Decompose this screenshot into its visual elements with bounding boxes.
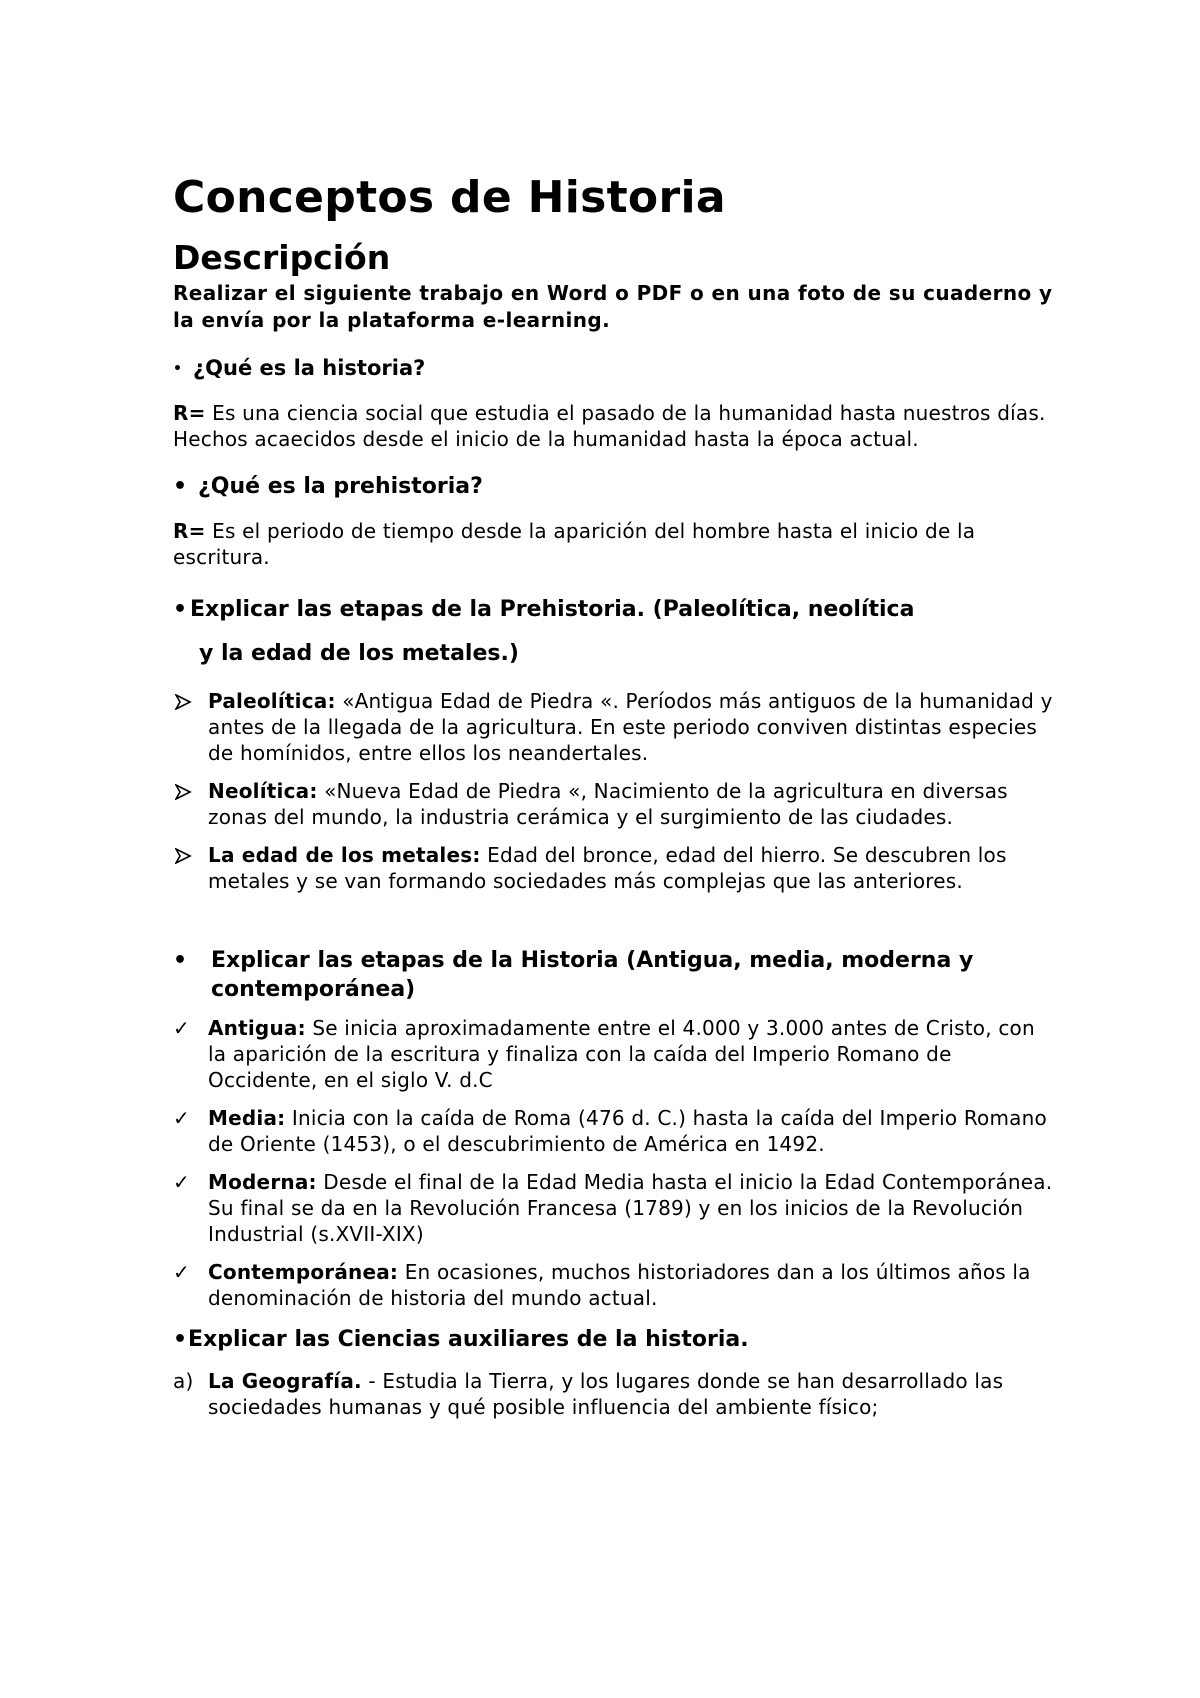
question-history [173,353,1053,384]
item-label: Moderna: [208,1170,317,1194]
question-text-line2: y la edad de los metales.) [199,641,519,666]
list-item [173,1368,1053,1420]
item-text: - Estudia la Tierra, y los lugares donde se han desarrollado las sociedades humanas y qué posible influencia del ambiente físico; [208,1369,1004,1419]
check-icon: ✓ [173,1170,190,1194]
item-label: Paleolítica: [208,689,336,713]
item-text: Edad del bronce, edad del hierro. Se descubren los metales y se van formando sociedades más complejas que las anteriores. [208,843,1007,893]
question-history-stages [173,946,1053,1004]
bullet-icon: • [173,1327,188,1352]
list-item [173,688,1053,766]
item-label: Antigua: [208,1016,306,1040]
bullet-icon: • [173,361,182,377]
answer-label: R= [173,519,206,543]
item-text: Inicia con la caída de Roma (476 d. C.) hasta la caída del Imperio Romano de Oriente (1453), o el descubrimiento de América en 1492. [208,1106,1047,1156]
document-page [173,168,1053,1420]
item-marker: a) [173,1369,194,1393]
bullet-icon: • [173,474,188,499]
list-item [173,778,1053,830]
check-icon: ✓ [173,1016,190,1040]
answer-text: Es el periodo de tiempo desde la aparición del hombre hasta el inicio de la escritura. [173,519,976,569]
list-item [173,842,1053,894]
item-text: «Antigua Edad de Piedra «. Períodos más antiguos de la humanidad y antes de la llegada de la agricultura. En este periodo conviven distintas especies de homínidos, entre ellos los neandertales. [208,689,1053,765]
item-label: Media: [208,1106,286,1130]
history-stages-list [173,1015,1053,1311]
bullet-icon: • [173,597,188,622]
question-text: ¿Qué es la historia? [193,356,426,380]
page-title: Conceptos de Historia [173,172,726,223]
answer-history [173,400,1053,452]
list-item [173,1105,1053,1157]
auxiliary-sciences-list [173,1368,1053,1420]
question-text: Explicar las etapas de la Historia (Antigua, media, moderna y contemporánea) [211,948,974,1002]
intro-text: Realizar el siguiente trabajo en Word o PDF o en una foto de su cuaderno y la envía por la plataforma e-learning. [173,281,1053,332]
answer-prehistory [173,518,1053,570]
item-text: «Nueva Edad de Piedra «, Nacimiento de la agricultura en diversas zonas del mundo, la industria cerámica y el surgimiento de las ciudades. [208,779,1008,829]
question-prehistory [173,472,1053,502]
question-text-line1: Explicar las etapas de la Prehistoria. (Paleolítica, neolítica [190,597,915,622]
item-label: Contemporánea: [208,1260,399,1284]
question-auxiliary-sciences [173,1325,1053,1355]
list-item [173,1169,1053,1247]
answer-text: Es una ciencia social que estudia el pasado de la humanidad hasta nuestros días. Hechos acaecidos desde el inicio de la humanidad hasta la época actual. [173,401,1046,451]
answer-label: R= [173,401,206,425]
prehistory-stages-list [173,688,1053,894]
item-text: Se inicia aproximadamente entre el 4.000 y 3.000 antes de Cristo, con la aparición de la escritura y finaliza con la caída del Imperio Romano de Occidente, en el siglo V. d.C [208,1016,1035,1092]
description-heading: Descripción [173,238,391,277]
item-label: Neolítica: [208,779,318,803]
item-text: En ocasiones, muchos historiadores dan a los últimos años la denominación de historia del mundo actual. [208,1260,1031,1310]
item-label: La edad de los metales: [208,843,481,867]
check-icon: ✓ [173,1260,190,1284]
item-text: Desde el final de la Edad Media hasta el inicio la Edad Contemporánea. Su final se da en la Revolución Francesa (1789) y en los inicios de la Revolución Industrial (s.XVII-XIX) [208,1170,1053,1246]
question-text: ¿Qué es la prehistoria? [198,474,483,499]
question-text: Explicar las Ciencias auxiliares de la historia. [188,1327,749,1352]
check-icon: ✓ [173,1106,190,1130]
question-prehistory-stages [173,588,1053,676]
list-item [173,1259,1053,1311]
list-item [173,1015,1053,1093]
item-label: La Geografía. [208,1369,362,1393]
bullet-icon: • [173,948,188,973]
